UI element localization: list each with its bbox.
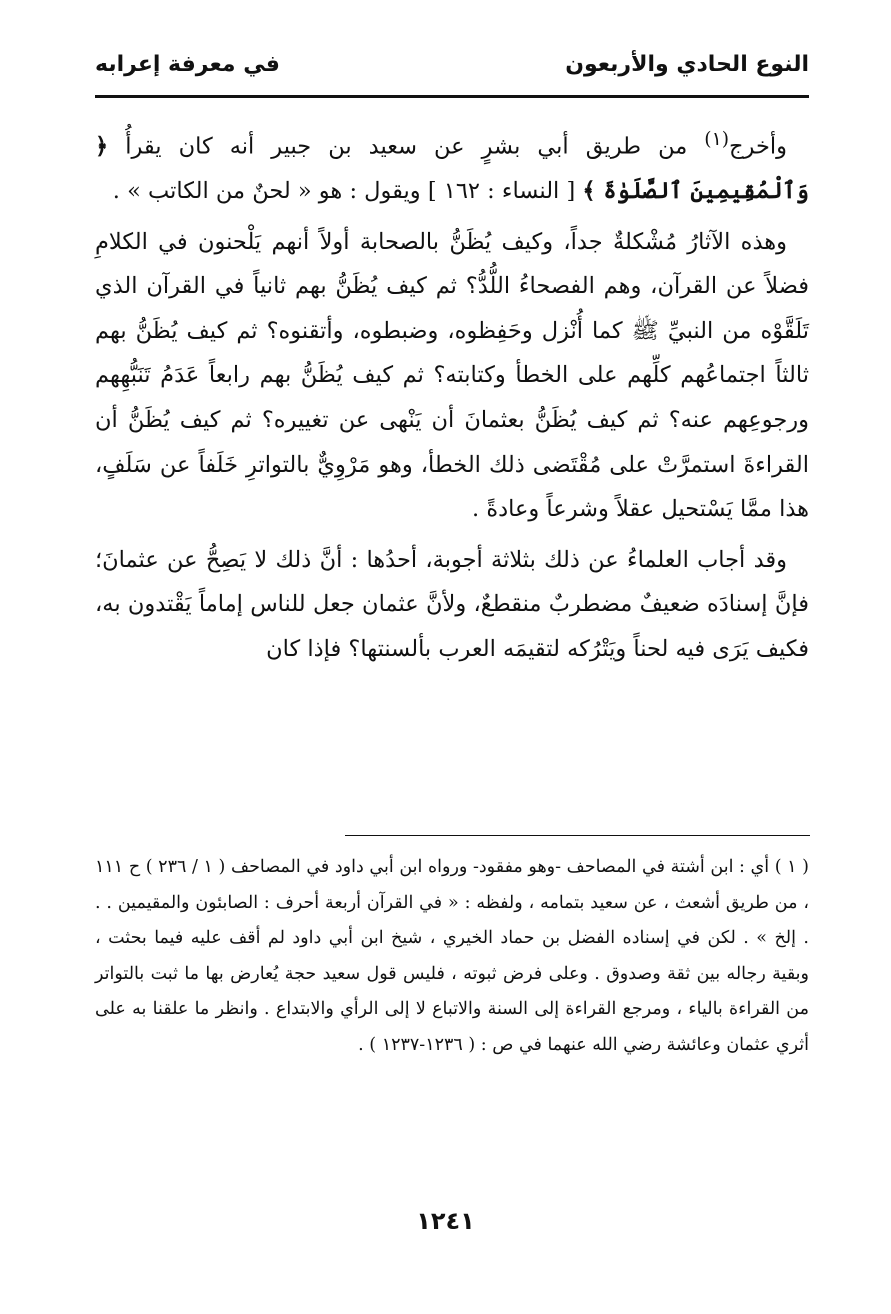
- header-divider: [95, 95, 809, 98]
- chapter-title: النوع الحادي والأربعون: [565, 52, 809, 77]
- quran-quote: ﴿ وَٱلْمُقِيمِينَ ٱلصَّلَوٰةَ ﴾: [95, 133, 809, 205]
- paragraph-1-part1: وأخرج: [729, 133, 787, 160]
- paragraph-2: وهذه الآثارُ مُشْكلةٌ جداً، وكيف يُظَنُّ بالصحابة أولاً أنهم يَلْحنون في الكلامِ فضلاً عن القرآن، وهم الفصحاءُ اللُّدُّ؟ ثم كيف يُظَنُّ بهم ثانياً في القرآن الذي تَلَقَّوْه من النبيِّ ﷺ كما أُنْزل وحَفِظوه، وضبطوه، وأتقنوه؟ ثم كيف يُظَنُّ بهم ثالثاً اجتماعُهم كلِّهم على الخطأ وكتابته؟ ثم كيف يُظَنُّ بهم رابعاً عَدَمُ تَنَبُّهِهم ورجوعِهم عنه؟ ثم كيف يُظَنُّ بعثمانَ أن يَنْهى عن تغييره؟ ثم كيف يُظَنُّ أن القراءةَ استمرَّتْ على مُقْتَضى ذلك الخطأ، وهو مَرْوِيٌّ بالتواترِ خَلَفاً عن سَلَفٍ، هذا ممَّا يَسْتحيل عقلاً وشرعاً وعادةً .: [95, 228, 809, 523]
- paragraph-1-part2: من طريق أبي بشرٍ عن سعيد بن جبير أنه كان يقرأُ: [108, 133, 705, 160]
- paragraph-1-part3: [ النساء : ١٦٢ ] ويقول : هو « لحنٌ من الكاتب » .: [112, 178, 583, 205]
- paragraph-1: [95, 118, 809, 214]
- running-header: [95, 52, 809, 92]
- footnote-1: ( ١ ) أي : ابن أشتة في المصاحف -وهو مفقود- ورواه ابن أبي داود في المصاحف ( ١ / ٢٣٦ ) ح ١١١ ، من طريق أشعث ، عن سعيد بتمامه ، ولفظه : « في القرآن أربعة أحرف : الصابئون والمقيمين . . . إلخ » . لكن في إسناده الفضل بن حماد الخيري ، شيخ ابن أبي داود لم أقف عليه فيما بحثت ، وبقية رجاله بين ثقة وصدوق . وعلى فرض ثبوته ، فليس قول سعيد حجة يُعارض بها ما ثبت بالتواتر من القراءة بالياء ، ومرجع القراءة إلى السنة والاتباع لا إلى الرأي والابتداع . وانظر ما علقنا به على أثري عثمان وعائشة رضي الله عنهما في ص : ( ١٢٣٦-١٢٣٧ ) .: [95, 857, 810, 1055]
- footnote-divider: [345, 835, 810, 836]
- paragraph-3: وقد أجاب العلماءُ عن ذلك بثلاثة أجوبة، أحدُها : أنَّ ذلك لا يَصِحُّ عن عثمانَ؛ فإنَّ إسنادَه ضعيفٌ مضطربٌ منقطعٌ، ولأنَّ عثمان جعل للناس إماماً يَقْتدون به، فكيف يَرَى فيه لحناً ويَتْرُكه لتقيمَه العرب بألسنتها؟ فإذا كان: [95, 546, 809, 663]
- footnotes: [95, 850, 809, 1063]
- page-number: ١٢٤١: [416, 1207, 475, 1235]
- main-text: [95, 118, 809, 672]
- footnote-reference[interactable]: (١): [704, 129, 730, 150]
- section-title: في معرفة إعرابه: [95, 52, 280, 77]
